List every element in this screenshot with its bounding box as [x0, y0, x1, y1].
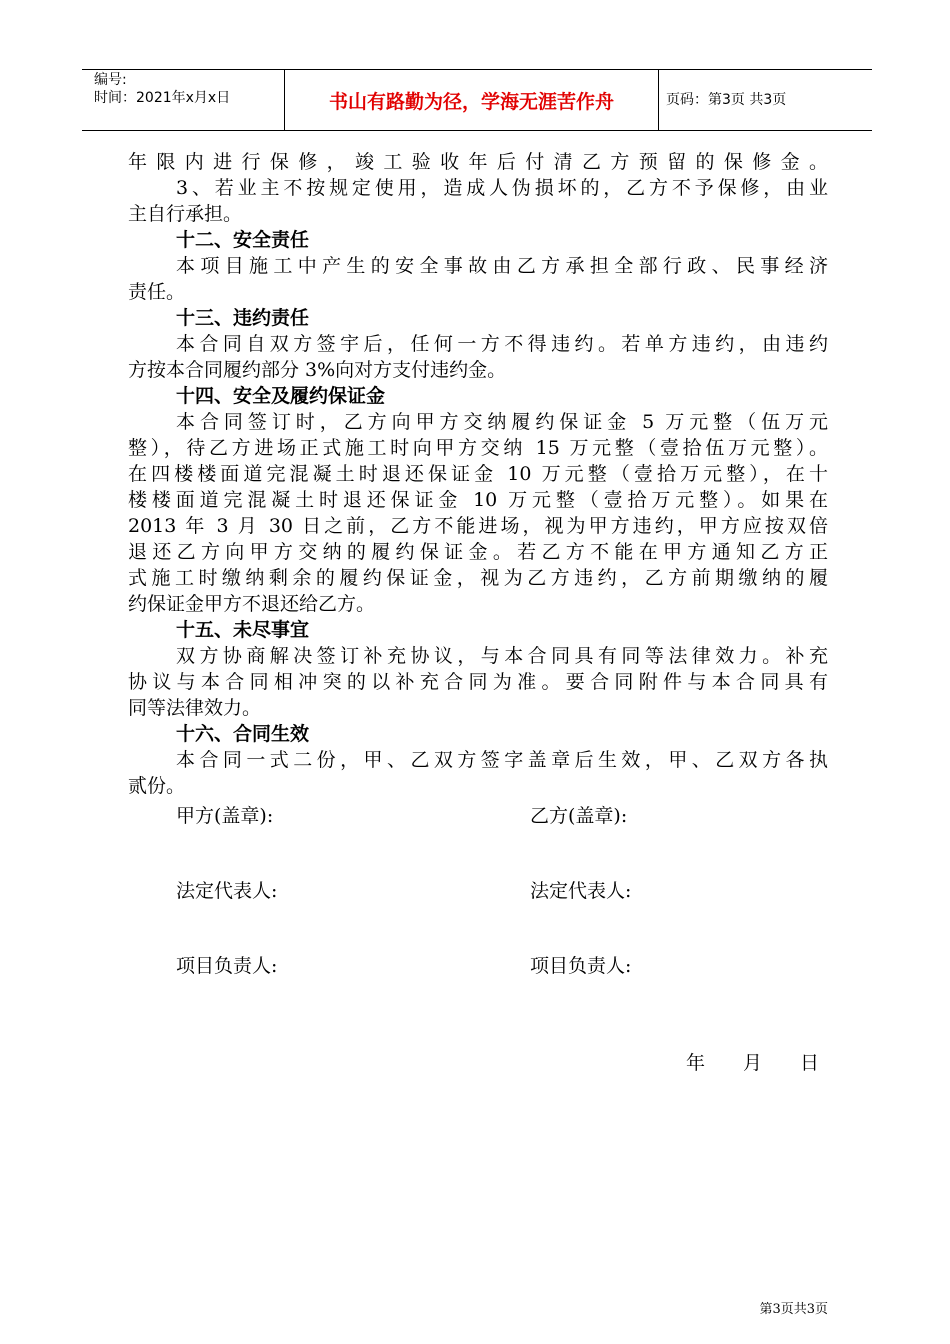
section-heading-15: 十五、未尽事宜: [176, 619, 310, 641]
section-heading-16: 十六、合同生效: [176, 723, 310, 745]
document-header: [82, 69, 872, 131]
signature-date-line: 年 月 日: [686, 1052, 820, 1074]
paragraph-line: 本项目施工中产生的安全事故由乙方承担全部行政、民事经济: [176, 255, 828, 277]
paragraph-line: 双方协商解决签订补充协议，与本合同具有同等法律效力。补充: [176, 645, 828, 667]
party-a-seal-label: 甲方(盖章):: [176, 805, 274, 827]
section-heading-14: 十四、安全及履约保证金: [176, 385, 386, 407]
paragraph-line: 楼楼面道完混凝土时退还保证金 10 万元整（壹拾万元整）。如果在: [128, 489, 828, 511]
paragraph-line: 式施工时缴纳剩余的履约保证金，视为乙方违约，乙方前期缴纳的履: [128, 567, 828, 589]
document-number-label: 编号:: [94, 72, 127, 88]
header-motto-cell: [284, 70, 659, 130]
header-page-number: 页码：第3页 共3页: [666, 92, 787, 108]
party-b-representative-label: 法定代表人:: [530, 880, 632, 902]
contract-body: [128, 149, 828, 799]
header-page-cell: [658, 70, 872, 130]
document-time-label: 时间：2021年x月x日: [94, 90, 231, 106]
paragraph-line: 整），待乙方进场正式施工时向甲方交纳 15 万元整（壹拾伍万元整）。: [128, 437, 828, 459]
header-meta-cell: [82, 70, 284, 130]
paragraph-line: 贰份。: [128, 775, 186, 797]
party-b-seal-label: 乙方(盖章):: [530, 805, 628, 827]
paragraph-line: 本合同自双方签宇后，任何一方不得违约。若单方违约，由违约: [176, 333, 828, 355]
paragraph-line: 方按本合同履约部分 3%向对方支付违约金。: [128, 359, 507, 381]
party-a-project-manager-label: 项目负责人:: [176, 955, 278, 977]
section-heading-13: 十三、违约责任: [176, 307, 310, 329]
paragraph-line: 年限内进行保修，竣工验收年后付清乙方预留的保修金。: [128, 151, 828, 173]
party-a-representative-label: 法定代表人:: [176, 880, 278, 902]
header-motto: 书山有路勤为径，学海无涯苦作舟: [328, 91, 614, 113]
paragraph-line: 主自行承担。: [128, 203, 243, 225]
paragraph-line: 在四楼楼面道完混凝土时退还保证金 10 万元整（壹拾万元整），在十: [128, 463, 828, 485]
paragraph-line: 同等法律效力。: [128, 697, 262, 719]
paragraph-line: 约保证金甲方不退还给乙方。: [128, 593, 376, 615]
section-heading-12: 十二、安全责任: [176, 229, 310, 251]
paragraph-line: 3、若业主不按规定使用，造成人伪损坏的，乙方不予保修，由业: [176, 177, 828, 199]
paragraph-line: 责任。: [128, 281, 186, 303]
party-b-project-manager-label: 项目负责人:: [530, 955, 632, 977]
paragraph-line: 本合同签订时，乙方向甲方交纳履约保证金 5 万元整（伍万元: [176, 411, 828, 433]
footer-page-number: 第3页共3页: [759, 1302, 828, 1317]
paragraph-line: 2013 年 3 月 30 日之前，乙方不能进场，视为甲方违约，甲方应按双倍: [128, 515, 828, 537]
paragraph-line: 本合同一式二份，甲、乙双方签字盖章后生效，甲、乙双方各执: [176, 749, 828, 771]
paragraph-line: 退还乙方向甲方交纳的履约保证金。若乙方不能在甲方通知乙方正: [128, 541, 828, 563]
paragraph-line: 协议与本合同相冲突的以补充合同为准。要合同附件与本合同具有: [128, 671, 828, 693]
